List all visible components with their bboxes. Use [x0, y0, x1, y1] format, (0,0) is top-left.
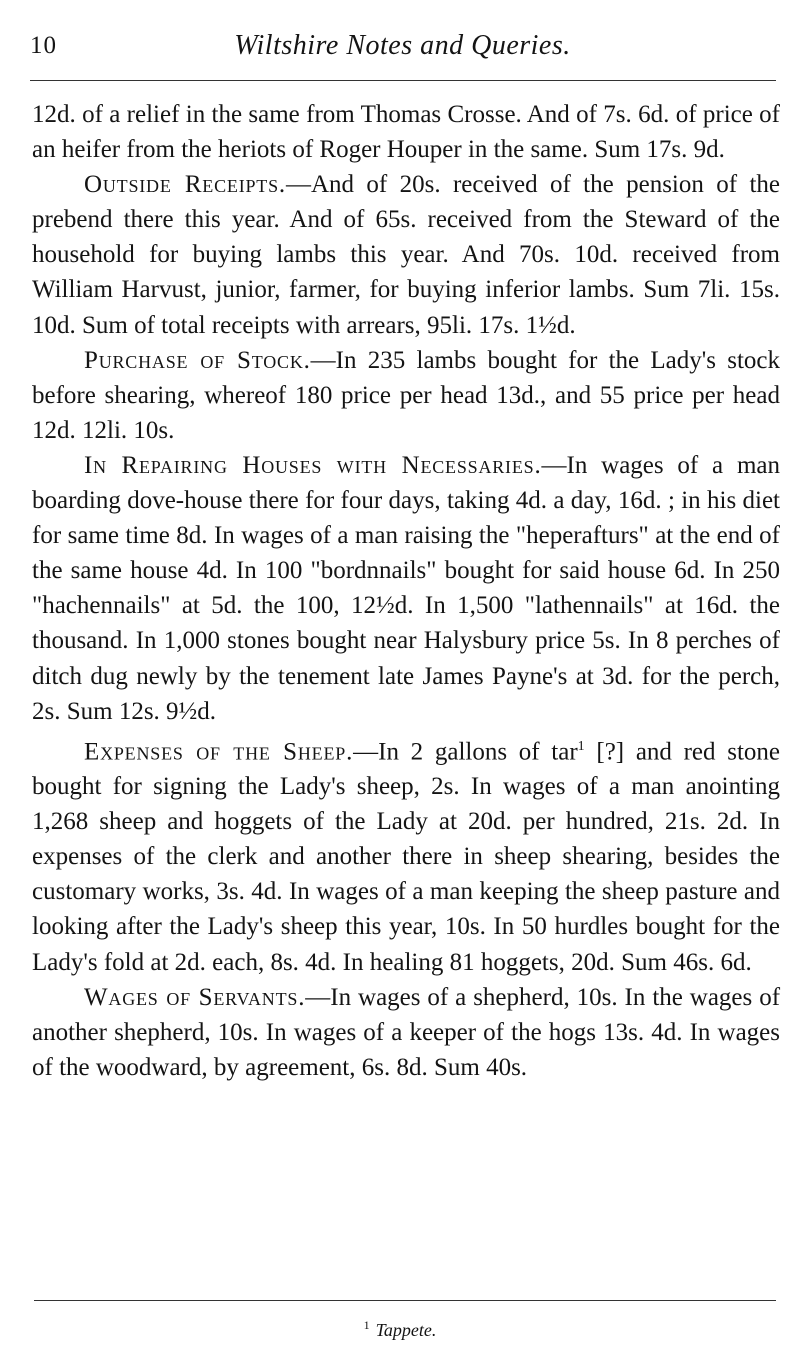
text-line: —In 2 gallons of tar [353, 738, 578, 766]
text-line: wages of a man keeping the sheep pasture and looking after [32, 878, 780, 941]
paragraph [32, 167, 780, 342]
text-line: man anointing 1,268 sheep and hoggets of the Lady at 20d. per [32, 773, 780, 836]
paragraph [32, 97, 780, 167]
section-heading: Purchase of Stock. [84, 346, 311, 374]
text-line: the hogs 13s. 4d. In wages of the woodward, by agreement, [32, 1018, 781, 1081]
journal-title: Wiltshire Notes and Queries. [234, 30, 571, 61]
section-heading: Outside Receipts. [84, 171, 286, 199]
text-line: —In wages of a [541, 451, 724, 479]
paragraph [32, 448, 780, 729]
page-number: 10 [30, 32, 57, 59]
text-line: in sheep shearing, besides the customary works, 3s. 4d. In [32, 843, 781, 906]
text-line: of price of an heifer from the heriots of Roger Houper in the [32, 101, 781, 164]
text-line: —In wages of a shepherd, 10s. In [305, 983, 646, 1011]
text-line: buying inferior lambs. Sum 7li. 15s. 10d. Sum of total [32, 276, 780, 339]
text-line: "bordnnails" bought for said house 6d. In 250 "hachennails" [32, 557, 781, 620]
paragraph [32, 343, 780, 448]
text-line: of the prebend there this year. And of 65s. received from the [32, 171, 780, 234]
text-line: the wages of another shepherd, 10s. In wages of a keeper of [32, 983, 781, 1046]
text-line: stone bought for signing the Lady's sheep, 2s. In wages of a [32, 738, 781, 801]
text-line: —In 235 lambs bought for the Lady's [310, 346, 716, 374]
text-line: Sum 46s. 6d. [621, 948, 752, 976]
text-line: Steward of the household for buying lambs this year. And [32, 206, 780, 269]
footnote-text: Tappete. [375, 1320, 437, 1340]
text-line: same. Sum 17s. 9d. [530, 136, 725, 164]
footnote-marker: 1 [363, 1318, 370, 1332]
paragraph [32, 729, 780, 980]
text-line: In 8 perches of ditch dug newly by the tenement late James [32, 627, 781, 690]
text-line: price per head 12d. 12li. 10s. [32, 381, 781, 444]
text-line: Lady's fold at 2d. each, 8s. 4d. In healing 81 hoggets, 20d. [32, 948, 615, 976]
body-text [32, 97, 780, 1085]
text-line: man boarding dove-house there for four days, taking 4d. a day, [32, 451, 780, 515]
section-heading: Expenses of the Sheep. [84, 738, 354, 766]
text-line: at 5d. the 100, 12½d. In 1,500 "lathennails" at 16d. the [181, 592, 780, 620]
text-line: 16d. ; in his diet for same time 8d. In wages of a man raising [32, 487, 780, 550]
section-heading: Wages of Servants. [84, 983, 306, 1011]
footnote [0, 1318, 800, 1341]
paragraph [32, 980, 780, 1085]
text-line: the Lady's sheep this year, 10s. In 50 hurdles bought for the [169, 913, 780, 941]
text-line: Payne's at 3d. for the perch, 2s. Sum 12s. 9½d. [32, 662, 780, 725]
text-line: hundred, 21s. 2d. In expenses of the clerk and another there [32, 808, 780, 871]
header-rule [30, 80, 776, 81]
text-line: the "heperafturs" at the end of the same house 4d. In 100 [32, 522, 781, 585]
text-line: receipts with arrears, 95li. 17s. 1½d. [211, 311, 576, 339]
text-line: 70s. 10d. received from William Harvust, junior, farmer, for [32, 241, 780, 304]
section-heading: In Repairing Houses with Necessaries. [84, 451, 542, 479]
text-line: thousand. In 1,000 stones bought near Halysbury price 5s. [32, 627, 621, 655]
footnote-reference: 1 [577, 738, 585, 754]
text-line: 12d. of a relief in the same from Thomas Crosse. And of 7s. 6d. [32, 101, 670, 128]
text-line: stock before shearing, whereof 180 price per head 13d., and 55 [32, 346, 781, 409]
text-line: 6s. 8d. Sum 40s. [361, 1053, 528, 1081]
running-head [30, 24, 775, 68]
text-line: [?] and red [584, 738, 716, 766]
text-line: —And of 20s. received of the pension [285, 171, 704, 199]
footnote-rule [34, 1300, 776, 1301]
